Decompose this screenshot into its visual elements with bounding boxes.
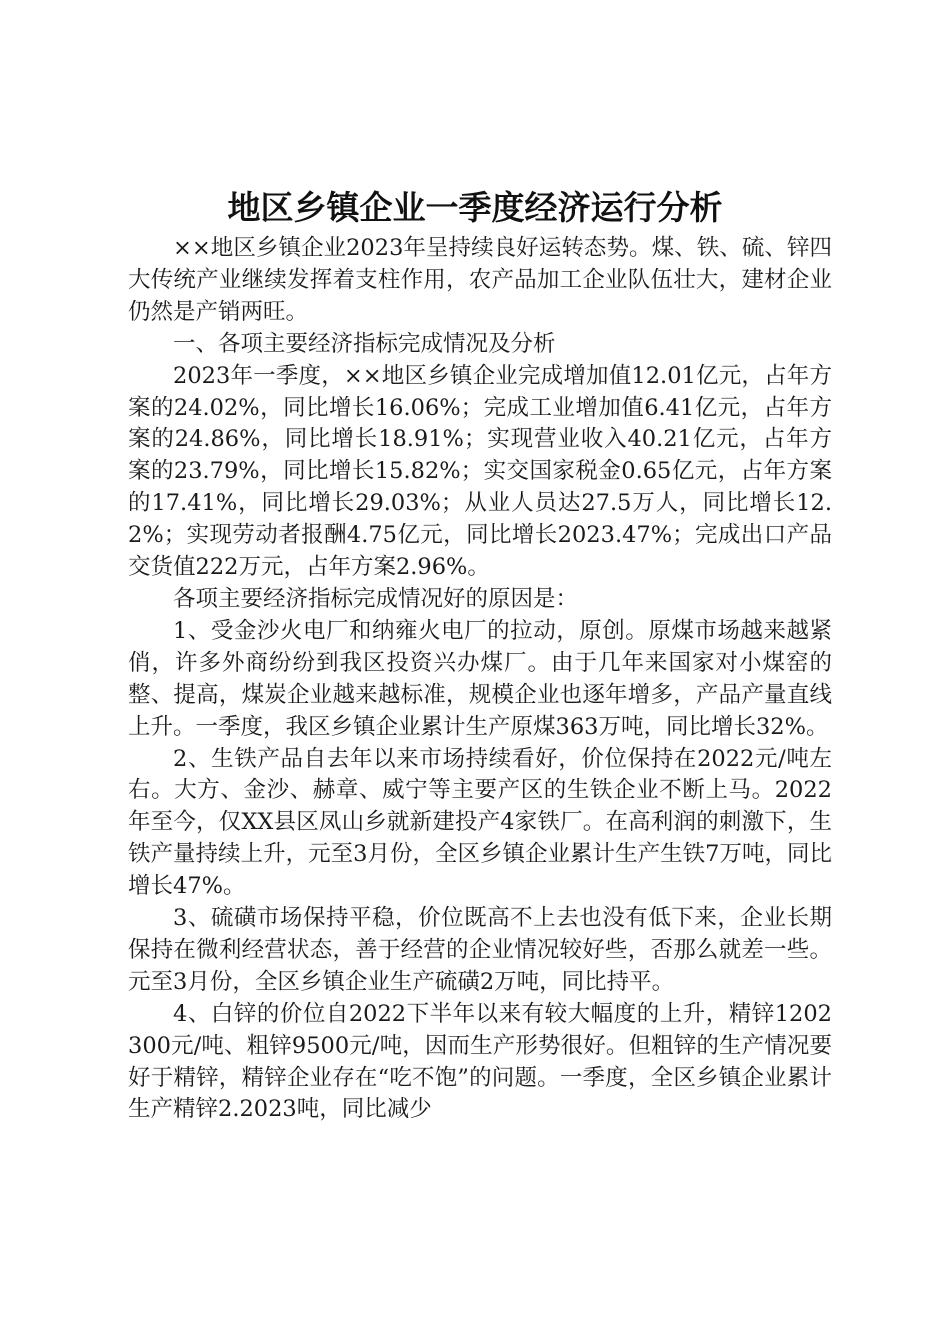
indicators-paragraph: 2023年一季度，××地区乡镇企业完成增加值12.01亿元，占年方案的24.02%，同比增长16.06%；完成工业增加值6.41亿元，占年方案的24.86%，同比增长18.91%；实现营业收入40.21亿元，占年方案的23.79%，同比增长15.82%；实交国家税金0.65亿元，占年方案的17.41%，同比增长29.03%；从业人员达27.5万人，同比增长12.2%；实现劳动者报酬4.75亿元，同比增长2023.47%；完成出口产品交货值222万元，占年方案2.96%。	[128, 362, 832, 581]
reason-iron-paragraph: 2、生铁产品自去年以来市场持续看好，价位保持在2022元/吨左右。大方、金沙、赫章、威宁等主要产区的生铁企业不断上马。2022年至今，仅XX县区凤山乡就新建投产4家铁厂。在高利润的刺激下，生铁产量持续上升，元至3月份，全区乡镇企业累计生产生铁7万吨，同比增长47%。	[128, 745, 832, 900]
reason-sulfur-paragraph: 3、硫磺市场保持平稳，价位既高不上去也没有低下来，企业长期保持在微利经营状态，善于经营的企业情况较好些，否那么就差一些。元至3月份，全区乡镇企业生产硫磺2万吨，同比持平。	[128, 905, 832, 995]
reason-zinc-paragraph: 4、白锌的价位自2022下半年以来有较大幅度的上升，精锌1202300元/吨、粗锌9500元/吨，因而生产形势很好。但粗锌的生产情况要好于精锌，精锌企业存在“吃不饱”的问题。一季度，全区乡镇企业累计生产精锌2.2023吨，同比减少	[128, 1000, 832, 1123]
section-heading: 一、各项主要经济指标完成情况及分析	[173, 330, 556, 357]
reasons-heading: 各项主要经济指标完成情况好的原因是：	[173, 585, 579, 612]
document-title: 地区乡镇企业一季度经济运行分析	[227, 188, 723, 227]
intro-paragraph: ××地区乡镇企业2023年呈持续良好运转态势。煤、铁、硫、锌四大传统产业继续发挥着支柱作用，农产品加工企业队伍壮大，建材企业仍然是产销两旺。	[128, 235, 832, 325]
document-body	[128, 233, 832, 1126]
reason-coal-paragraph: 1、受金沙火电厂和纳雍火电厂的拉动，原创。原煤市场越来越紧俏，许多外商纷纷到我区投资兴办煤厂。由于几年来国家对小煤窑的整、提高，煤炭企业越来越标准，规模企业也逐年增多，产品产量直线上升。一季度，我区乡镇企业累计生产原煤363万吨，同比增长32%。	[128, 617, 832, 740]
